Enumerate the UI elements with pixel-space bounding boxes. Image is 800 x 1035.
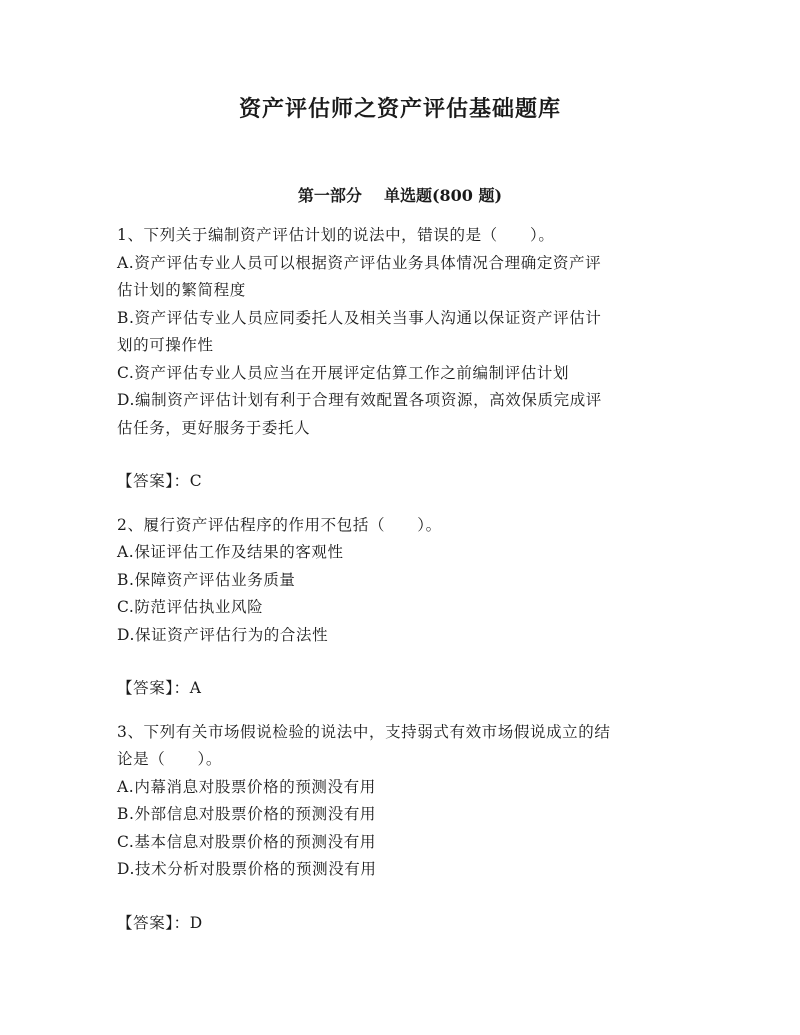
answer-label: 【答案】：D: [117, 913, 203, 932]
question-2: [117, 512, 683, 703]
option-b: B.外部信息对股票价格的预测没有用: [117, 805, 377, 823]
section-name: 单选题(800 题): [383, 186, 503, 205]
answer-label: 【答案】：A: [117, 679, 202, 697]
question-stem: 1、下列关于编制资产评估计划的说法中，错误的是（ ）。: [117, 226, 555, 244]
section-heading: [0, 183, 800, 206]
option-d: D.保证资产评估行为的合法性: [117, 625, 329, 644]
question-3: [117, 719, 683, 938]
option-a: A.保证评估工作及结果的客观性: [117, 543, 344, 561]
section-part: 第一部分: [297, 186, 362, 205]
option-b-continued: 划的可操作性: [117, 336, 214, 354]
option-c: C.资产评估专业人员应当在开展评定估算工作之前编制评估计划: [117, 363, 570, 382]
option-d: D.技术分析对股票价格的预测没有用: [117, 860, 377, 878]
option-c: C.防范评估执业风险: [117, 598, 264, 616]
question-stem-continued: 论是（ ）。: [117, 750, 222, 768]
document-title: 资产评估师之资产评估基础题库: [238, 96, 561, 122]
question-1: [117, 222, 683, 496]
option-b: B.资产评估专业人员应同委托人及相关当事人沟通以保证资产评估计: [117, 308, 602, 327]
option-a: A.内幕消息对股票价格的预测没有用: [117, 777, 376, 796]
question-stem: 2、履行资产评估程序的作用不包括（ ）。: [117, 515, 442, 534]
answer-label: 【答案】：C: [117, 472, 203, 490]
option-b: B.保障资产评估业务质量: [117, 570, 296, 589]
option-a: A.资产评估专业人员可以根据资产评估业务具体情况合理确定资产评: [117, 253, 602, 272]
question-stem: 3、下列有关市场假说检验的说法中，支持弱式有效市场假说成立的结: [117, 722, 611, 741]
option-a-continued: 估计划的繁简程度: [117, 281, 246, 299]
option-d: D.编制资产评估计划有利于合理有效配置各项资源，高效保质完成评: [117, 391, 602, 409]
option-d-continued: 估任务，更好服务于委托人: [117, 418, 311, 437]
option-c: C.基本信息对股票价格的预测没有用: [117, 832, 376, 851]
question-list: [117, 222, 683, 953]
